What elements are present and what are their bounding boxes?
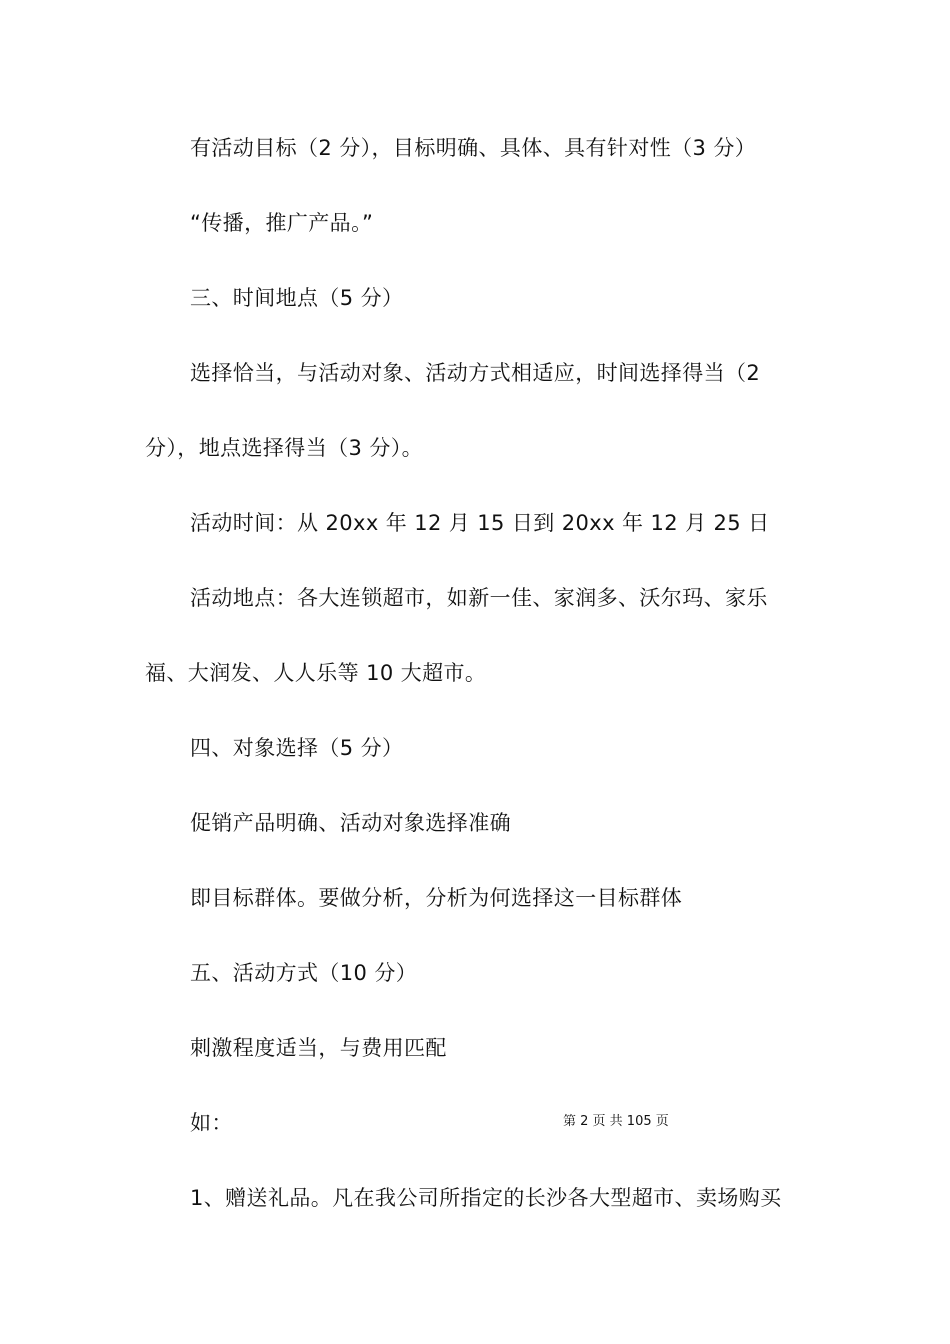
heading-activity-method: 五、活动方式（10 分）: [190, 961, 418, 985]
paragraph-quote: “传播，推广产品。”: [190, 211, 374, 235]
paragraph-target-group: 即目标群体。要做分析，分析为何选择这一目标群体: [190, 886, 683, 910]
paragraph-selection: 选择恰当，与活动对象、活动方式相适应，时间选择得当（2: [190, 361, 761, 385]
page-number: 第 2 页 共 105 页: [563, 1114, 669, 1129]
paragraph-example: 如：: [190, 1111, 233, 1135]
paragraph-gift: 1、赠送礼品。凡在我公司所指定的长沙各大型超市、卖场购买: [190, 1186, 782, 1210]
paragraph-selection-cont: 分），地点选择得当（3 分）。: [145, 436, 424, 460]
paragraph-stimulus: 刺激程度适当，与费用匹配: [190, 1036, 447, 1060]
heading-time-location: 三、时间地点（5 分）: [190, 286, 404, 310]
heading-target-selection: 四、对象选择（5 分）: [190, 736, 404, 760]
paragraph-activity-location-cont: 福、大润发、人人乐等 10 大超市。: [145, 661, 487, 685]
paragraph-activity-location: 活动地点：各大连锁超市，如新一佳、家润多、沃尔玛、家乐: [190, 586, 768, 610]
paragraph-activity-goal: 有活动目标（2 分），目标明确、具体、具有针对性（3 分）: [190, 136, 757, 160]
paragraph-activity-time: 活动时间：从 20xx 年 12 月 15 日到 20xx 年 12 月 25 日: [190, 511, 770, 535]
paragraph-product: 促销产品明确、活动对象选择准确: [190, 811, 511, 835]
